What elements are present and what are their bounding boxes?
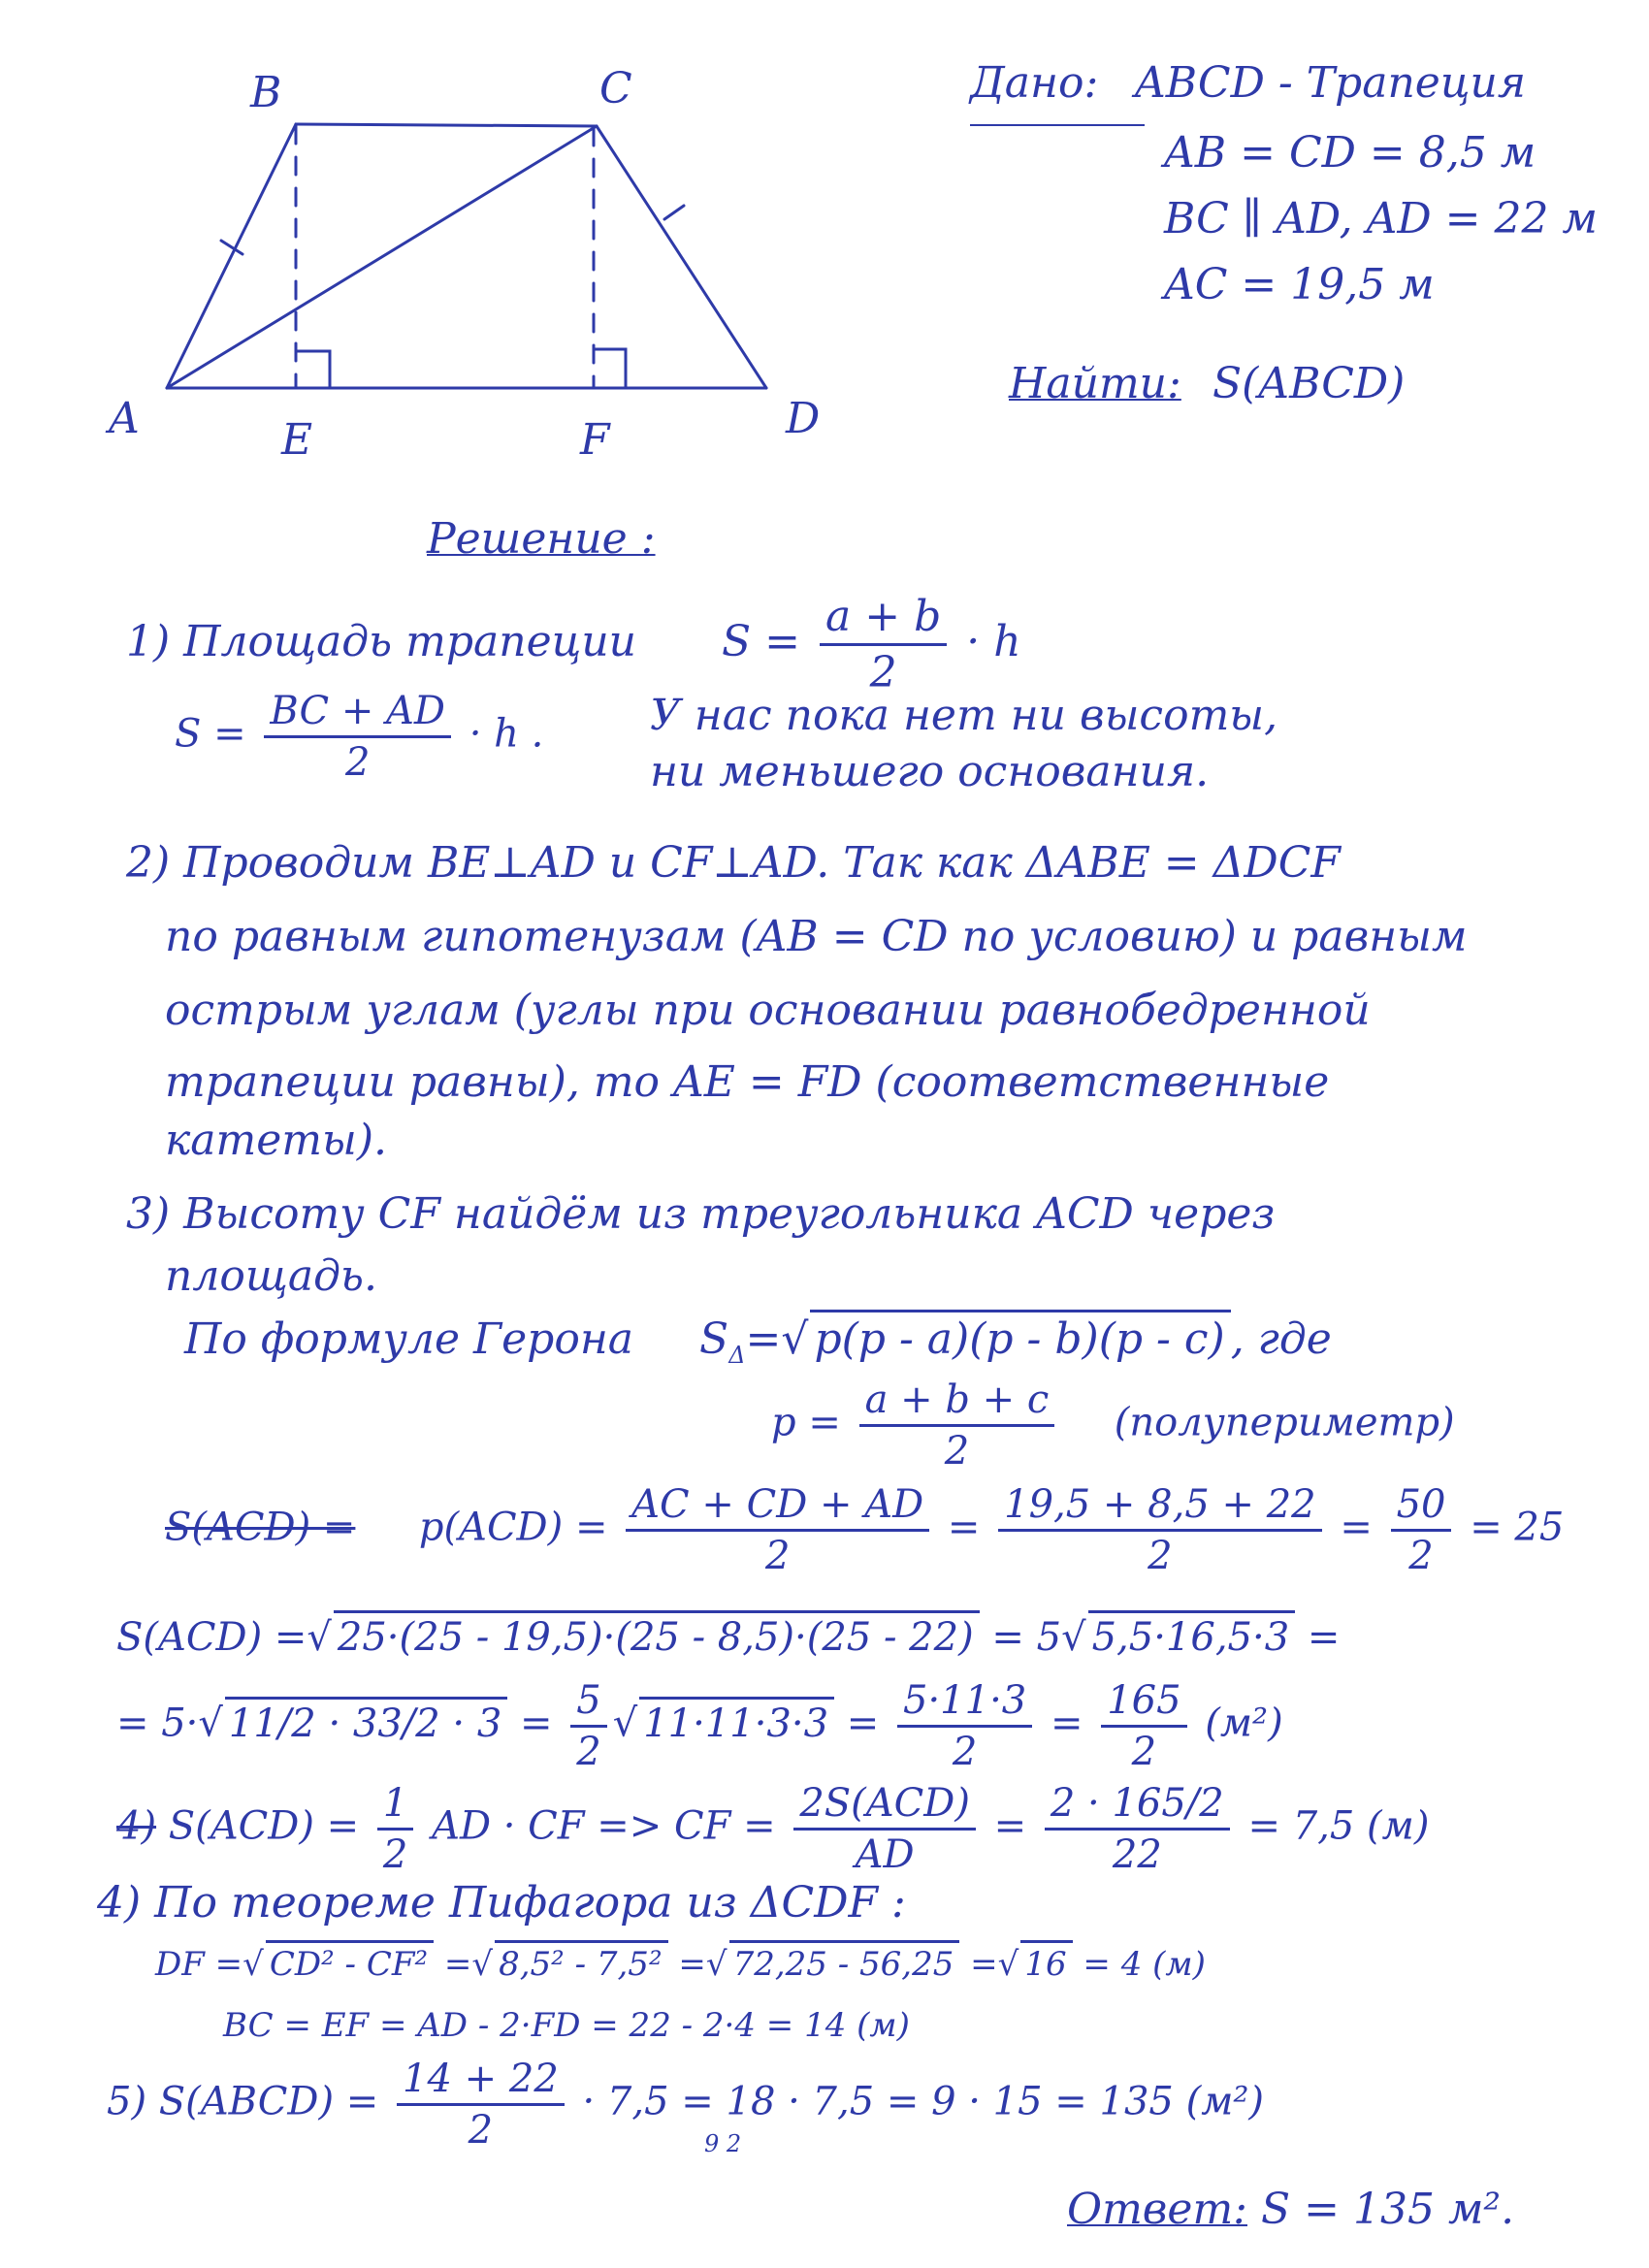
step3b-res: = 7,5 (м): [1247, 1803, 1430, 1849]
bc-line: BC = EF = AD - 2·FD = 22 - 2·4 = 14 (м): [223, 2006, 910, 2045]
pacd-lhs: p(ACD) =: [418, 1505, 608, 1550]
vertex-label-f: F: [580, 415, 610, 465]
step2-line: по равным гипотенузам (AB = CD по условию) и равным: [165, 912, 1468, 961]
step5-note: 9 2: [704, 2130, 742, 2157]
step1-note: ни меньшего основания.: [650, 747, 1210, 796]
step1-num2: BC + AD: [264, 689, 451, 738]
pacd-res: = 25: [1470, 1505, 1565, 1550]
step2-line: 2) Проводим BE⊥AD и CF⊥AD. Так как ΔABE = ΔDCF: [126, 838, 1341, 888]
step1-den2: 2: [344, 740, 371, 785]
pacd-den2: 2: [1148, 1534, 1173, 1578]
heron-root: p(p - a)(p - b)(p - c): [810, 1310, 1230, 1364]
step1-den: 2: [869, 648, 897, 697]
pacd-den3: 2: [1408, 1534, 1434, 1578]
find-value: S(ABCD): [1212, 359, 1406, 408]
right-angle-f: [594, 349, 626, 388]
lineb-root2: 11·11·3·3: [639, 1697, 834, 1746]
step3b-mid: AD · CF => CF =: [432, 1803, 776, 1849]
step5-rest: · 7,5 = 18 · 7,5 = 9 · 15 = 135 (м²): [582, 2079, 1264, 2124]
step3-line: 3) Высоту CF найдём из треугольника ACD через: [126, 1189, 1276, 1239]
df-eq2: =: [678, 1945, 706, 1984]
step1-text: 1) Площадь трапеции: [126, 617, 637, 666]
df-root4: 16: [1020, 1940, 1072, 1984]
df-eq3: =: [970, 1945, 998, 1984]
step1-formula2-lhs: S =: [175, 711, 246, 757]
lineb-num3: 5·11·3: [897, 1678, 1032, 1728]
step3b-num: 2S(ACD): [793, 1781, 976, 1831]
heron-tail: , где: [1230, 1314, 1332, 1364]
vertex-label-c: C: [599, 64, 632, 113]
lineb-eq2: =: [846, 1701, 880, 1746]
pacd-eq3: =: [1340, 1505, 1373, 1550]
df-eq1: =: [443, 1945, 472, 1984]
step1-formula-lhs: S =: [722, 617, 801, 666]
right-angle-e: [296, 351, 330, 388]
df-root2: 8,5² - 7,5²: [495, 1940, 668, 1984]
step3b-half-den: 2: [382, 1832, 408, 1877]
step1-num: a + b: [820, 592, 947, 646]
vertex-label-d: D: [786, 394, 821, 443]
step3b-eq: =: [993, 1803, 1027, 1849]
heron-sub: Δ: [728, 1341, 746, 1369]
p-lhs: p =: [771, 1400, 841, 1445]
step5-den: 2: [468, 2108, 494, 2153]
heron-text: По формуле Герона: [184, 1314, 634, 1364]
given-line: AB = CD = 8,5 м: [1164, 128, 1536, 178]
heron-eq: =: [745, 1314, 782, 1364]
step1-tail: · h: [966, 617, 1021, 666]
answer-label: Ответ:: [1067, 2185, 1247, 2234]
sacd-end: =: [1307, 1615, 1341, 1660]
p-num: a + b + c: [859, 1377, 1055, 1427]
find-label: Найти:: [1009, 359, 1181, 408]
side-bc: [296, 124, 597, 126]
step3-line: площадь.: [165, 1251, 377, 1301]
step1-tail2: · h .: [469, 711, 544, 757]
step3b-lhs: S(ACD) =: [168, 1803, 360, 1849]
given-line: ABCD - Трапеция: [1135, 58, 1527, 108]
lineb-num4: 165: [1101, 1678, 1186, 1728]
df-root3: 72,25 - 56,25: [729, 1940, 960, 1984]
df-lhs: DF =: [155, 1945, 243, 1984]
struck-text: S(ACD) =: [165, 1505, 356, 1550]
heron-lhs: S: [699, 1314, 729, 1364]
df-res: = 4 (м): [1083, 1945, 1206, 1984]
answer-value: S = 135 м².: [1261, 2185, 1515, 2234]
step3b-den2: 22: [1112, 1832, 1162, 1877]
vertex-label-e: E: [281, 415, 313, 465]
step3b-num2: 2 · 165/2: [1045, 1781, 1230, 1831]
lineb-eq: =: [520, 1701, 553, 1746]
lineb-den4: 2: [1131, 1730, 1157, 1774]
step2-line: острым углам (углы при основании равнобедренной: [165, 986, 1371, 1035]
step3b-half-num: 1: [377, 1781, 413, 1831]
p-den: 2: [944, 1429, 970, 1474]
vertex-label-b: B: [250, 68, 282, 117]
lineb-den3: 2: [952, 1730, 978, 1774]
step5-lhs: 5) S(ABCD) =: [107, 2079, 379, 2124]
lineb-start: = 5·: [116, 1701, 199, 1746]
p-note: (полупериметр): [1114, 1400, 1455, 1445]
tick-cd: [664, 206, 684, 219]
step3b-marker: 4): [116, 1803, 157, 1849]
step2-line: катеты).: [165, 1116, 387, 1165]
given-line: BC ∥ AD, AD = 22 м: [1164, 194, 1598, 243]
step5-num: 14 + 22: [397, 2057, 565, 2106]
sacd-root2: 5,5·16,5·3: [1088, 1610, 1296, 1660]
lineb-frac-den: 2: [576, 1730, 601, 1774]
sacd-lhs: S(ACD) =: [116, 1615, 307, 1660]
step4-line: 4) По теореме Пифагора из ΔCDF :: [97, 1878, 906, 1928]
pacd-num2: 19,5 + 8,5 + 22: [998, 1482, 1321, 1532]
lineb-eq3: =: [1050, 1701, 1083, 1746]
given-header: Дано:: [970, 58, 1099, 108]
lineb-unit: (м²): [1205, 1701, 1283, 1746]
pacd-den: 2: [764, 1534, 791, 1578]
vertex-label-a: A: [109, 394, 140, 443]
step1-note: У нас пока нет ни высоты,: [650, 691, 1278, 740]
step2-line: трапеции равны), то AE = FD (соответственные: [165, 1057, 1330, 1107]
pacd-eq2: =: [947, 1505, 981, 1550]
df-root1: CD² - CF²: [266, 1940, 434, 1984]
sacd-mid: = 5: [991, 1615, 1062, 1660]
solution-title: Решение :: [427, 514, 656, 564]
pacd-num3: 50: [1391, 1482, 1452, 1532]
step3b-den: AD: [855, 1832, 915, 1877]
lineb-root: 11/2 · 33/2 · 3: [225, 1697, 507, 1746]
pacd-num: AC + CD + AD: [626, 1482, 929, 1532]
lineb-frac-num: 5: [570, 1678, 606, 1728]
given-line: AC = 19,5 м: [1164, 260, 1435, 309]
sacd-root1: 25·(25 - 19,5)·(25 - 8,5)·(25 - 22): [334, 1610, 980, 1660]
